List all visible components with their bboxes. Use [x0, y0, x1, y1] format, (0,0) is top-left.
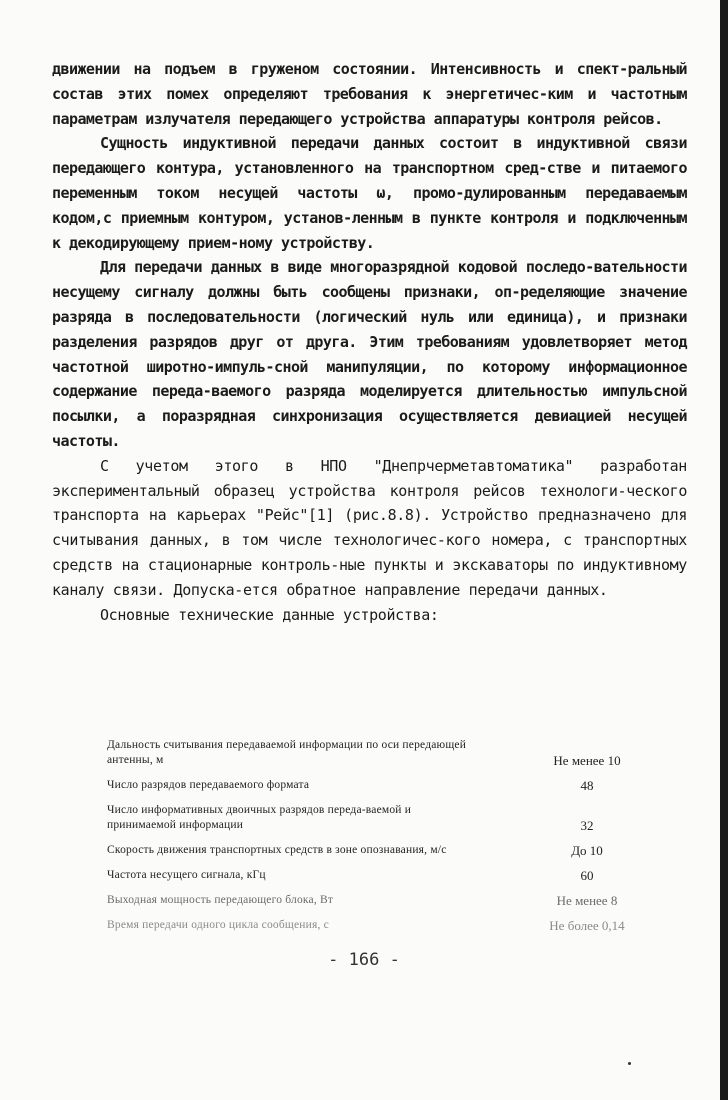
spec-label: Выходная мощность передающего блока, Вт	[107, 894, 334, 906]
spec-value: Не более 0,14	[549, 918, 625, 933]
spec-row	[107, 803, 667, 833]
spec-row	[107, 893, 667, 908]
spec-label: Дальность считывания передаваемой информации по оси передающей антенны, м	[107, 739, 467, 766]
paragraph-1: движении на подъем в груженом состоянии. Интенсивность и спект-ральный состав этих помех определяют требования к энергетичес-ким и частотным параметрам излучателя передающего устройства аппаратуры контроля рейсов.	[52, 60, 687, 128]
spec-value: 32	[580, 818, 594, 833]
spec-row	[107, 868, 667, 883]
spec-label: Скорость движения транспортных средств в зоне опознавания, м/с	[107, 844, 447, 856]
spec-row	[107, 738, 667, 768]
body-text	[52, 57, 687, 627]
paragraph-3: Для передачи данных в виде многоразрядной кодовой последо-вательности несущему сигналу должны быть сообщены признаки, оп-ределяющие значение разряда в последовательности (логический нуль или единица), и признаки разделения разрядов друг от друга. Этим требованиям удовлетворяет метод частотной широтно-импуль-сной манипуляции, по которому информационное содержание переда-ваемого разряда моделируется длительностью импульсной посылки, а поразрядная синхронизация осуществляется девиацией несущей частоты.	[52, 258, 687, 450]
spec-value: Не менее 10	[553, 753, 621, 768]
specs-heading: Основные технические данные устройства:	[100, 605, 439, 624]
spec-value: Не менее 8	[556, 893, 618, 908]
spec-label: Число информативных двоичных разрядов переда-ваемой и принимаемой информации	[107, 804, 412, 831]
spec-label: Частота несущего сигнала, кГц	[107, 869, 266, 881]
technical-specs-table	[107, 738, 667, 943]
spec-row	[107, 918, 667, 933]
page-number: - 166 -	[328, 950, 400, 970]
spec-value: 60	[580, 868, 594, 883]
spec-label: Время передачи одного цикла сообщения, с	[107, 919, 329, 931]
paragraph-4: С учетом этого в НПО "Днепрчерметавтоматика" разработан экспериментальный образец устройства контроля рейсов технологи-ческого транспорта на карьерах "Рейс"[1] (рис.8.8). Устройство предназначено для считывания данных, в том числе технологичес-кого номера, с транспортных средств на стационарные контроль-ные пункты и экскаваторы по индуктивному каналу связи. Допуска-ется обратное направление передачи данных.	[52, 456, 687, 599]
scan-edge-shadow	[720, 0, 728, 1100]
spec-value: 48	[580, 778, 594, 793]
paragraph-2: Сущность индуктивной передачи данных состоит в индуктивной связи передающего контура, установленного на транспортном сред-стве и питаемого переменным током несущей частоты ω, промо-дулированным передаваемым кодом,с приемным контуром, установ-ленным в пункте контроля и подключенным к декодирующему прием-ному устройству.	[52, 134, 687, 252]
spec-label: Число разрядов передаваемого формата	[107, 779, 310, 791]
spec-row	[107, 843, 667, 858]
spec-row	[107, 778, 667, 793]
scan-speck	[628, 1062, 631, 1065]
spec-value: До 10	[571, 843, 603, 858]
